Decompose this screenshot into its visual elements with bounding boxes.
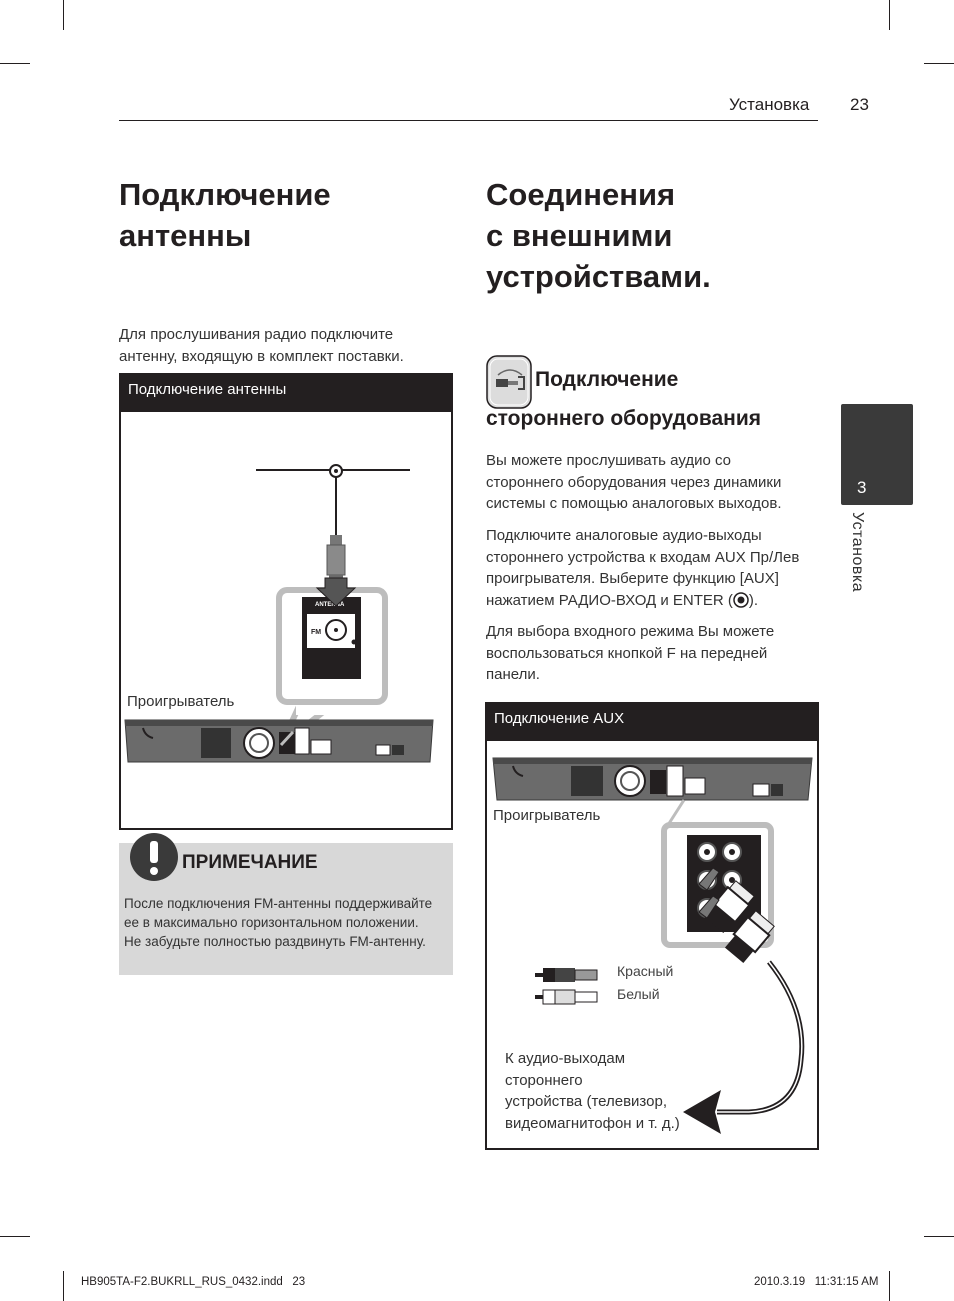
chapter-number: 3: [857, 478, 867, 497]
note-text: После подключения FM-антенны поддерживайте ее в максимально горизонтальном положении. Не забудьте полностью раздвинуть FM-антенну.: [124, 896, 433, 949]
paragraph-1: Вы можете прослушивать аудио со стороннего оборудования через динамики системы с помощью аналоговых выходов.: [486, 452, 782, 512]
panel-title: Подключение AUX: [487, 704, 817, 741]
note-title: ПРИМЕЧАНИЕ: [182, 852, 318, 873]
running-header-section: Установка: [729, 95, 810, 114]
chapter-tab: [841, 404, 913, 505]
chapter-tab-label: Установка: [849, 512, 866, 593]
enter-button-icon: [733, 592, 749, 608]
white-plug-icon: [535, 990, 597, 1004]
aux-player-label: Проигрыватель: [493, 807, 601, 824]
crop-mark: [889, 1271, 890, 1301]
crop-mark: [889, 0, 890, 30]
antenna-diagram: [121, 410, 451, 828]
fm-label: FM: [311, 629, 322, 636]
crop-mark: [63, 1271, 64, 1301]
player-label: Проигрыватель: [127, 693, 235, 710]
antenna-intro: Для прослушивания радио подключите антенну, входящую в комплект поставки.: [119, 326, 404, 365]
footer-file: HB905TA-F2.BUKRLL_RUS_0432.indd 23: [81, 1276, 306, 1288]
page-number: 23: [850, 95, 869, 114]
red-label: Красный: [617, 963, 674, 979]
antenna-section-title: Подключение антенны: [119, 177, 331, 253]
paragraph-3: Для выбора входного режима Вы можете воспользоваться кнопкой F на передней панели.: [486, 623, 775, 683]
white-label: Белый: [617, 986, 660, 1002]
source-device-label: К аудио-выходам стороннего устройства (телевизор, видеомагнитофон и т. д.): [505, 1050, 680, 1132]
red-plug-icon: [535, 968, 597, 982]
exclamation-icon: [128, 831, 180, 883]
crop-mark: [924, 1236, 954, 1237]
crop-mark: [924, 63, 954, 64]
crop-mark: [63, 0, 64, 30]
antenna-port-label: ANTENNA: [315, 602, 345, 608]
header-rule: [119, 120, 818, 121]
crop-mark: [0, 1236, 30, 1237]
subsection-title: Подключение стороннего оборудования: [486, 368, 761, 430]
panel-title: Подключение антенны: [121, 375, 451, 412]
paragraph-2: Подключите аналоговые аудио-выходы стороннего устройства к входам AUX Пр/Лев проигрывателя. Выберите функцию [AUX] нажатием РАДИО-ВХОД и ENTER ( ).: [486, 527, 800, 609]
external-devices-title: Соединения с внешними устройствами.: [486, 177, 711, 294]
footer-timestamp: 2010.3.19 11:31:15 AM: [754, 1276, 879, 1288]
crop-mark: [0, 63, 30, 64]
